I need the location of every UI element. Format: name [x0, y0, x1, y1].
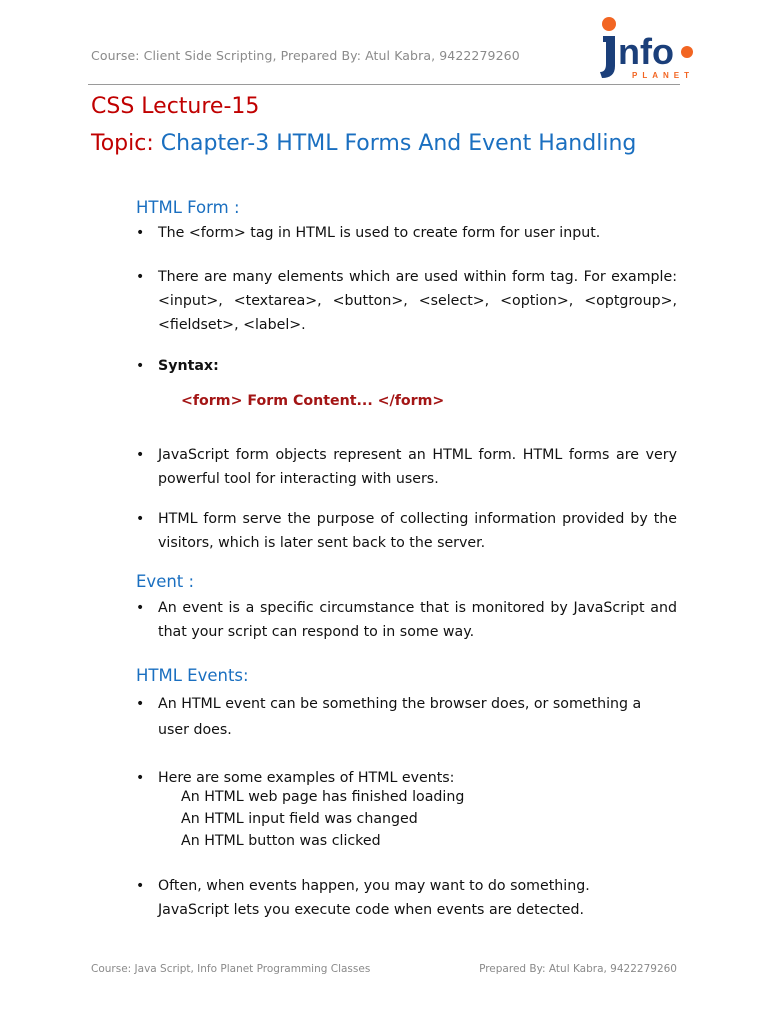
header-divider: [88, 84, 680, 85]
logo-dot-icon: [602, 17, 616, 31]
section-heading-html-events: HTML Events:: [136, 666, 249, 685]
bullet-icon: •: [136, 511, 145, 527]
syntax-code: <form> Form Content... </form>: [181, 393, 445, 409]
bullet-icon: •: [136, 600, 145, 616]
topic-label: Topic:: [91, 131, 154, 156]
bullet-text: Here are some examples of HTML events:: [158, 770, 455, 786]
logo-i-glyph: [600, 36, 615, 78]
bullet-text: An event is a specific circumstance that is monitored by JavaScript and that your script can respond to in some way.: [158, 600, 677, 640]
bullet-icon: •: [136, 770, 145, 786]
bullet-text: There are many elements which are used within form tag. For example: <input>, <textarea>, <button>, <select>, <option>, <optgroup>, <fieldset>, <label>.: [158, 269, 677, 333]
bullet-icon: •: [136, 358, 145, 374]
info-planet-logo: [598, 14, 708, 84]
lecture-title: CSS Lecture-15: [91, 94, 260, 119]
list-item: [136, 265, 677, 337]
header-course-line: Course: Client Side Scripting, Prepared By: Atul Kabra, 9422279260: [91, 48, 520, 63]
list-item: [136, 874, 677, 922]
list-item: [136, 692, 677, 742]
list-item: [136, 766, 677, 790]
example-item: An HTML input field was changed: [181, 811, 418, 827]
bullet-text: HTML form serve the purpose of collecting information provided by the visitors, which is later sent back to the server.: [158, 511, 677, 551]
list-item: [136, 354, 677, 378]
example-item: An HTML web page has finished loading: [181, 789, 465, 805]
bullet-icon: •: [136, 696, 145, 712]
list-item: [136, 596, 677, 644]
list-item: [136, 443, 677, 491]
bullet-icon: •: [136, 878, 145, 894]
example-item: An HTML button was clicked: [181, 833, 381, 849]
logo-graphic: [598, 14, 708, 84]
bullet-text-line: An HTML event can be something the browser does, or something a: [158, 696, 642, 712]
bullet-text-line: Often, when events happen, you may want to do something.: [158, 878, 590, 894]
list-item: [136, 221, 677, 245]
bullet-text: [158, 874, 677, 922]
footer-prepared-by: Prepared By: Atul Kabra, 9422279260: [479, 963, 677, 975]
bullet-text-line: user does.: [158, 722, 232, 738]
footer-course: Course: Java Script, Info Planet Programming Classes: [91, 963, 371, 975]
section-heading-event: Event :: [136, 572, 195, 591]
bullet-text: [158, 692, 677, 744]
section-heading-html-form: HTML Form :: [136, 198, 240, 217]
logo-brand-text: nfo: [618, 31, 674, 72]
bullet-icon: •: [136, 225, 145, 241]
bullet-text: The <form> tag in HTML is used to create form for user input.: [158, 225, 601, 241]
bullet-icon: •: [136, 447, 145, 463]
list-item: [136, 507, 677, 555]
bullet-text: JavaScript form objects represent an HTML form. HTML forms are very powerful tool for interacting with users.: [158, 447, 677, 487]
logo-subtext: PLANET: [632, 71, 694, 80]
topic-value: Chapter-3 HTML Forms And Event Handling: [160, 131, 637, 156]
bullet-icon: •: [136, 269, 145, 285]
bullet-text-line: JavaScript lets you execute code when events are detected.: [158, 902, 585, 918]
topic-line: [91, 131, 636, 156]
logo-globe-icon: [681, 46, 693, 58]
syntax-label: Syntax:: [158, 358, 219, 374]
